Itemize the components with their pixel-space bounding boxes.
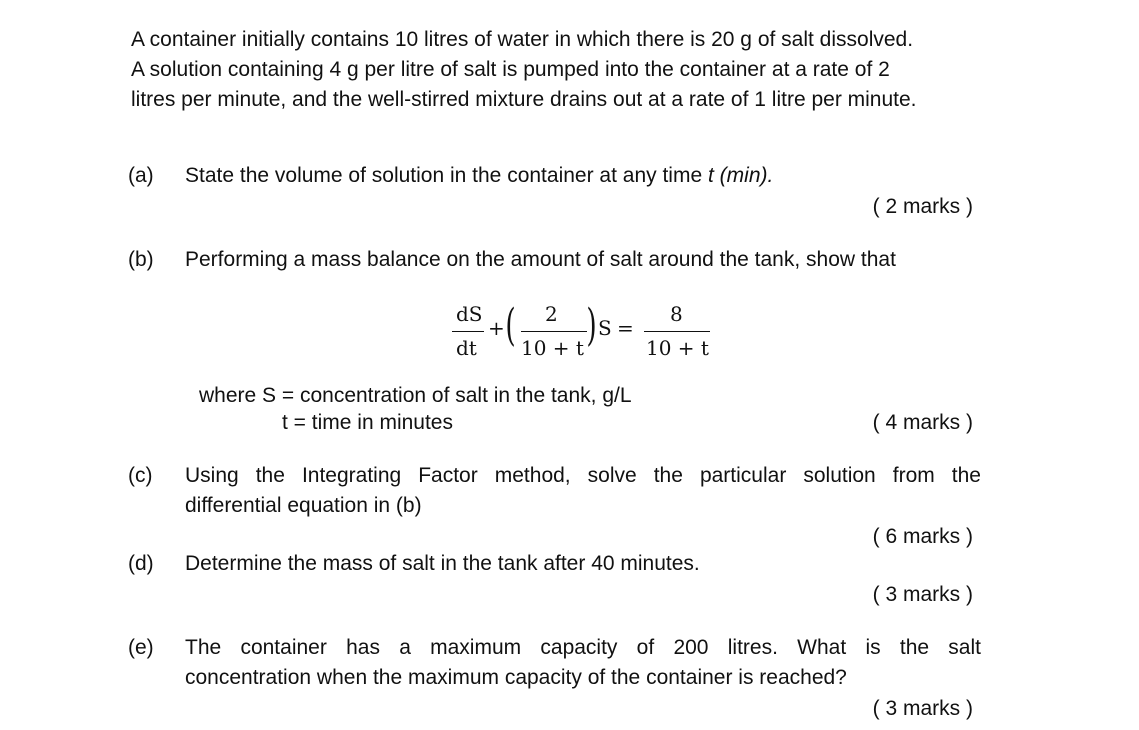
question-a-time-unit: (min). (713, 164, 774, 187)
question-e-marks: ( 3 marks ) (872, 697, 973, 720)
question-c-marks: ( 6 marks ) (872, 525, 973, 548)
eq-dt-denominator: dt (456, 336, 477, 360)
question-c-text-line-2: differential equation in (b) (185, 494, 422, 517)
question-b-where-line-1: where S = concentration of salt in the tank, g/L (199, 384, 632, 407)
question-c-text-line-1: Using the Integrating Factor method, solve the particular solution from the (185, 464, 981, 487)
eq-equals-sign: = (617, 316, 634, 340)
question-a-text (185, 164, 773, 188)
eq-frac-bar-2 (521, 331, 587, 332)
question-b-text: Performing a mass balance on the amount of salt around the tank, show that (185, 248, 896, 271)
question-a-marks: ( 2 marks ) (872, 195, 973, 218)
eq-right-paren: ) (586, 300, 597, 351)
eq-fraction-8-denominator: 10 + t (646, 336, 709, 360)
question-a-time-variable: t (707, 164, 714, 187)
question-e-text-line-1: The container has a maximum capacity of 200 litres. What is the salt (185, 636, 981, 659)
eq-fraction-8-numerator: 8 (670, 302, 683, 326)
question-d-label: (d) (128, 552, 154, 575)
question-c-label: (c) (128, 464, 153, 487)
eq-s-variable: S (598, 316, 612, 340)
question-b-where-line-2: t = time in minutes (282, 411, 453, 434)
question-b-marks: ( 4 marks ) (872, 411, 973, 434)
question-e-text-line-2: concentration when the maximum capacity of the container is reached? (185, 666, 847, 689)
question-a-text-prefix: State the volume of solution in the container at any time (185, 164, 708, 187)
intro-line-3: litres per minute, and the well-stirred mixture drains out at a rate of 1 litre per minute. (131, 88, 917, 111)
question-a-label: (a) (128, 164, 154, 187)
eq-ds-numerator: dS (456, 302, 483, 326)
eq-left-paren: ( (505, 300, 516, 351)
question-d-marks: ( 3 marks ) (872, 583, 973, 606)
eq-fraction-2-numerator: 2 (545, 302, 558, 326)
question-d-text: Determine the mass of salt in the tank after 40 minutes. (185, 552, 700, 575)
eq-frac-bar-3 (644, 331, 710, 332)
eq-plus-sign: + (488, 316, 505, 340)
intro-line-2: A solution containing 4 g per litre of salt is pumped into the container at a rate of 2 (131, 58, 890, 81)
eq-frac-bar-1 (452, 331, 484, 332)
eq-fraction-2-denominator: 10 + t (521, 336, 584, 360)
question-b-label: (b) (128, 248, 154, 271)
intro-line-1: A container initially contains 10 litres of water in which there is 20 g of salt dissolved. (131, 28, 914, 51)
question-e-label: (e) (128, 636, 154, 659)
